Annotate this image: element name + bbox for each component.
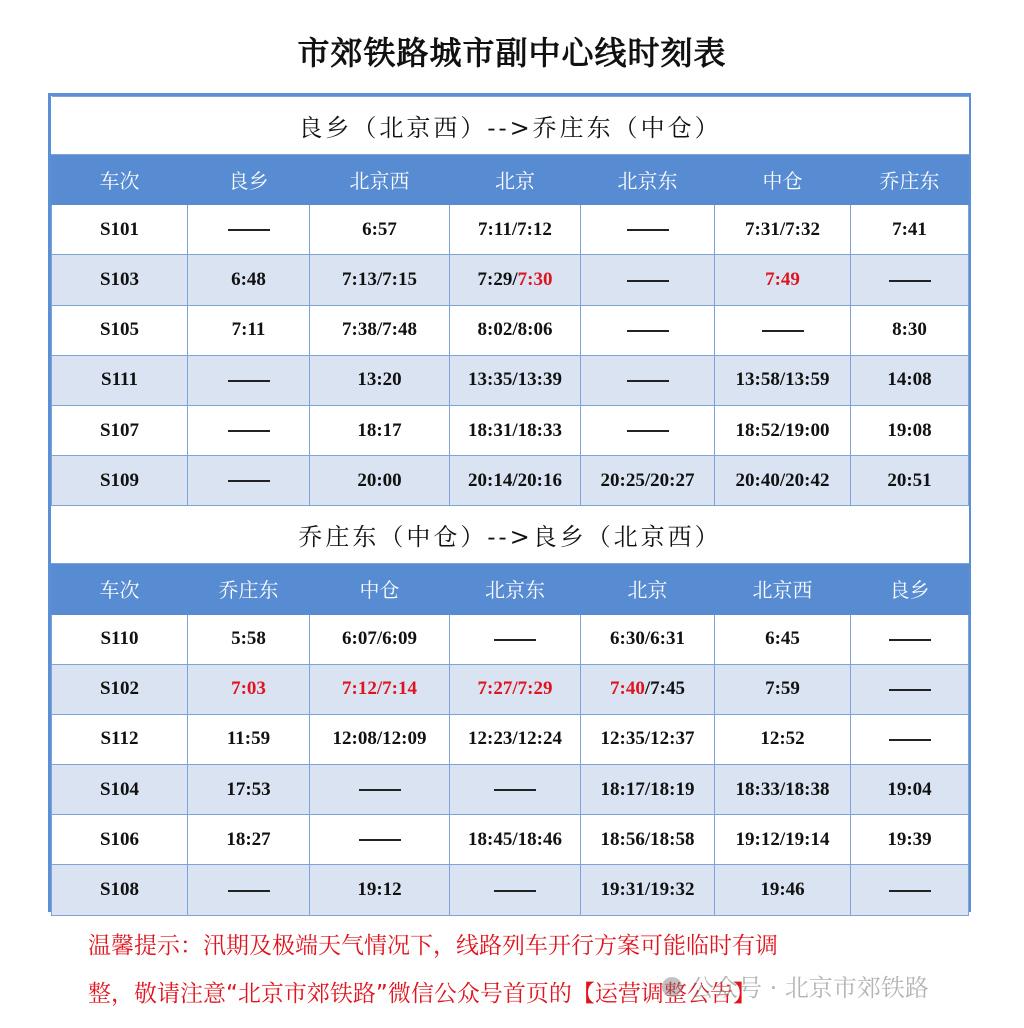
- time-value: 12:35/12:37: [600, 728, 695, 750]
- time-value: 20:25/20:27: [600, 469, 695, 491]
- time-cell: [450, 865, 581, 915]
- time-value: 19:08: [887, 419, 932, 441]
- time-value: 19:12: [357, 879, 402, 901]
- no-stop-dash: [627, 280, 669, 282]
- time-value: 19:31/19:32: [600, 879, 695, 901]
- train-number: S101: [52, 205, 188, 255]
- time-cell: [310, 815, 450, 865]
- time-departure-highlight: 7:30: [517, 268, 553, 290]
- time-cell: [188, 405, 310, 455]
- time-cell: [715, 714, 851, 764]
- time-cell: [188, 815, 310, 865]
- no-stop-dash: [494, 789, 536, 791]
- train-number: S109: [52, 456, 188, 506]
- time-cell: [188, 664, 310, 714]
- train-number: S104: [52, 765, 188, 815]
- time-cell: [715, 865, 851, 915]
- time-cell: [450, 355, 581, 405]
- time-cell: [715, 664, 851, 714]
- time-value: 13:20: [357, 369, 402, 391]
- train-number: S106: [52, 815, 188, 865]
- time-cell: [310, 865, 450, 915]
- no-stop-dash: [889, 639, 931, 641]
- time-value: 11:59: [226, 728, 271, 750]
- time-value: 8:30: [892, 319, 927, 341]
- time-cell: [581, 255, 715, 305]
- time-cell: [310, 305, 450, 355]
- time-value: 6:48: [231, 268, 266, 290]
- time-value: 5:58: [231, 628, 266, 650]
- time-cell: [851, 305, 969, 355]
- time-cell: [450, 456, 581, 506]
- time-value-highlight: 7:12/7:14: [342, 678, 417, 700]
- time-cell: [310, 405, 450, 455]
- time-value: 18:45/18:46: [468, 828, 562, 850]
- time-cell: [310, 664, 450, 714]
- table-row: [52, 614, 969, 664]
- time-cell: [715, 456, 851, 506]
- time-value: 7:38/7:48: [342, 319, 417, 341]
- no-stop-dash: [889, 739, 931, 741]
- no-stop-dash: [228, 380, 270, 382]
- time-cell: [450, 815, 581, 865]
- table-row: [52, 865, 969, 915]
- time-value-highlight: 7:03: [231, 678, 266, 700]
- time-cell: [851, 865, 969, 915]
- time-arrival: 7:29/: [477, 268, 518, 290]
- time-cell: [188, 205, 310, 255]
- header-row: [52, 564, 969, 614]
- time-value: 7:41: [892, 218, 927, 240]
- direction-title: 乔庄东（中仓）-->良乡（北京西）: [52, 506, 969, 564]
- column-header: 北京东: [450, 564, 581, 614]
- column-header: 北京西: [715, 564, 851, 614]
- time-arrival-highlight: 7:40: [610, 678, 645, 700]
- column-header: 车次: [52, 155, 188, 205]
- table-row: [52, 714, 969, 764]
- column-header: 良乡: [851, 564, 969, 614]
- no-stop-dash: [889, 689, 931, 691]
- time-cell: [581, 355, 715, 405]
- time-value: 6:57: [362, 218, 397, 240]
- time-value-highlight: 7:49: [765, 268, 800, 290]
- time-value: 18:17/18:19: [600, 778, 695, 800]
- time-value: 8:02/8:06: [477, 319, 553, 341]
- time-cell: [310, 255, 450, 305]
- no-stop-dash: [627, 430, 669, 432]
- time-value: 17:53: [226, 778, 271, 800]
- table-row: [52, 664, 969, 714]
- time-cell: [188, 714, 310, 764]
- time-cell: [851, 664, 969, 714]
- time-cell: [188, 456, 310, 506]
- no-stop-dash: [494, 890, 536, 892]
- time-value: 14:08: [887, 369, 932, 391]
- time-cell: [450, 255, 581, 305]
- table-row: [52, 456, 969, 506]
- time-value: 18:17: [357, 419, 402, 441]
- no-stop-dash: [228, 430, 270, 432]
- table-row: [52, 205, 969, 255]
- time-cell: [450, 614, 581, 664]
- time-cell: [851, 714, 969, 764]
- time-value: 20:40/20:42: [735, 469, 830, 491]
- time-cell: [851, 405, 969, 455]
- column-header: 中仓: [310, 564, 450, 614]
- time-value: 12:23/12:24: [468, 728, 562, 750]
- time-cell: [851, 456, 969, 506]
- page-title: 市郊铁路城市副中心线时刻表: [297, 34, 727, 72]
- time-cell: [450, 405, 581, 455]
- column-header: 中仓: [715, 155, 851, 205]
- time-cell: [851, 815, 969, 865]
- timetable: [51, 96, 969, 916]
- time-cell: [715, 765, 851, 815]
- train-number: S112: [52, 714, 188, 764]
- time-cell: [310, 355, 450, 405]
- column-header: 北京: [450, 155, 581, 205]
- time-value: 7:11: [231, 319, 266, 341]
- no-stop-dash: [627, 330, 669, 332]
- time-value: 20:51: [887, 469, 932, 491]
- time-value: 6:07/6:09: [342, 628, 417, 650]
- wechat-icon: [662, 977, 682, 997]
- time-cell: [450, 714, 581, 764]
- time-value: 7:59: [765, 678, 800, 700]
- time-value: 18:33/18:38: [735, 778, 830, 800]
- watermark-text: 公众号 · 北京市郊铁路: [690, 974, 929, 1002]
- time-cell: [851, 614, 969, 664]
- time-value: 7:11/7:12: [478, 218, 552, 240]
- time-value-highlight: 7:27/7:29: [477, 678, 553, 700]
- time-value: 7:13/7:15: [342, 268, 417, 290]
- time-value: 18:56/18:58: [600, 828, 695, 850]
- time-cell: [715, 405, 851, 455]
- no-stop-dash: [228, 890, 270, 892]
- notice-line-2: 整，敬请注意“北京市郊铁路”微信公众号首页的【运营调整公告】: [88, 981, 756, 1007]
- no-stop-dash: [228, 480, 270, 482]
- no-stop-dash: [889, 280, 931, 282]
- column-header: 乔庄东: [188, 564, 310, 614]
- time-cell: [310, 614, 450, 664]
- train-number: S102: [52, 664, 188, 714]
- train-number: S105: [52, 305, 188, 355]
- column-header: 北京: [581, 564, 715, 614]
- time-value: 19:04: [887, 778, 932, 800]
- time-value: 6:30/6:31: [610, 628, 685, 650]
- time-cell: [715, 205, 851, 255]
- time-cell: [188, 614, 310, 664]
- time-value: 19:39: [887, 828, 932, 850]
- time-cell: [581, 305, 715, 355]
- time-value: 18:27: [226, 828, 271, 850]
- time-value: 20:14/20:16: [468, 469, 562, 491]
- time-cell: [581, 664, 715, 714]
- time-value: 19:12/19:14: [735, 828, 830, 850]
- column-header: 北京西: [310, 155, 450, 205]
- table-row: [52, 255, 969, 305]
- time-cell: [450, 664, 581, 714]
- table-row: [52, 815, 969, 865]
- time-value: 12:52: [760, 728, 805, 750]
- time-cell: [310, 765, 450, 815]
- time-cell: [450, 205, 581, 255]
- time-cell: [581, 456, 715, 506]
- train-number: S107: [52, 405, 188, 455]
- no-stop-dash: [228, 229, 270, 231]
- time-cell: [581, 815, 715, 865]
- no-stop-dash: [494, 639, 536, 641]
- time-cell: [581, 714, 715, 764]
- no-stop-dash: [627, 380, 669, 382]
- time-cell: [851, 205, 969, 255]
- header-row: [52, 155, 969, 205]
- train-number: S110: [52, 614, 188, 664]
- time-cell: [581, 205, 715, 255]
- time-cell: [715, 815, 851, 865]
- time-cell: [310, 714, 450, 764]
- time-value: 20:00: [357, 469, 402, 491]
- time-cell: [715, 614, 851, 664]
- time-cell: [581, 765, 715, 815]
- no-stop-dash: [889, 890, 931, 892]
- time-cell: [450, 305, 581, 355]
- time-cell: [188, 305, 310, 355]
- time-cell: [715, 255, 851, 305]
- time-cell: [581, 865, 715, 915]
- no-stop-dash: [762, 330, 804, 332]
- time-cell: [310, 205, 450, 255]
- time-cell: [581, 614, 715, 664]
- table-row: [52, 405, 969, 455]
- timetable-frame: [48, 93, 971, 912]
- column-header: 良乡: [188, 155, 310, 205]
- train-number: S103: [52, 255, 188, 305]
- time-value: 18:31/18:33: [468, 419, 562, 441]
- time-value: 18:52/19:00: [735, 419, 830, 441]
- time-cell: [715, 355, 851, 405]
- table-row: [52, 305, 969, 355]
- time-value: 19:46: [760, 879, 805, 901]
- time-cell: [715, 305, 851, 355]
- time-cell: [450, 765, 581, 815]
- direction-title: 良乡（北京西）-->乔庄东（中仓）: [52, 97, 969, 155]
- time-cell: [188, 865, 310, 915]
- notice-line-1: 温馨提示：汛期及极端天气情况下，线路列车开行方案可能临时有调: [88, 933, 778, 959]
- time-cell: [188, 355, 310, 405]
- no-stop-dash: [359, 789, 401, 791]
- time-value: 13:35/13:39: [468, 369, 562, 391]
- time-value: 13:58/13:59: [735, 369, 830, 391]
- column-header: 乔庄东: [851, 155, 969, 205]
- time-value: 7:31/7:32: [745, 218, 820, 240]
- time-value: 12:08/12:09: [332, 728, 427, 750]
- time-value: 6:45: [765, 628, 800, 650]
- table-row: [52, 355, 969, 405]
- table-row: [52, 765, 969, 815]
- time-cell: [851, 765, 969, 815]
- time-cell: [851, 355, 969, 405]
- train-number: S108: [52, 865, 188, 915]
- column-header: 北京东: [581, 155, 715, 205]
- time-cell: [581, 405, 715, 455]
- direction-row: [52, 506, 969, 564]
- train-number: S111: [52, 355, 188, 405]
- direction-row: [52, 97, 969, 155]
- time-cell: [188, 765, 310, 815]
- no-stop-dash: [359, 839, 401, 841]
- time-departure: /7:45: [644, 678, 685, 700]
- time-cell: [851, 255, 969, 305]
- time-cell: [310, 456, 450, 506]
- time-cell: [188, 255, 310, 305]
- watermark: [662, 968, 929, 1003]
- no-stop-dash: [627, 229, 669, 231]
- column-header: 车次: [52, 564, 188, 614]
